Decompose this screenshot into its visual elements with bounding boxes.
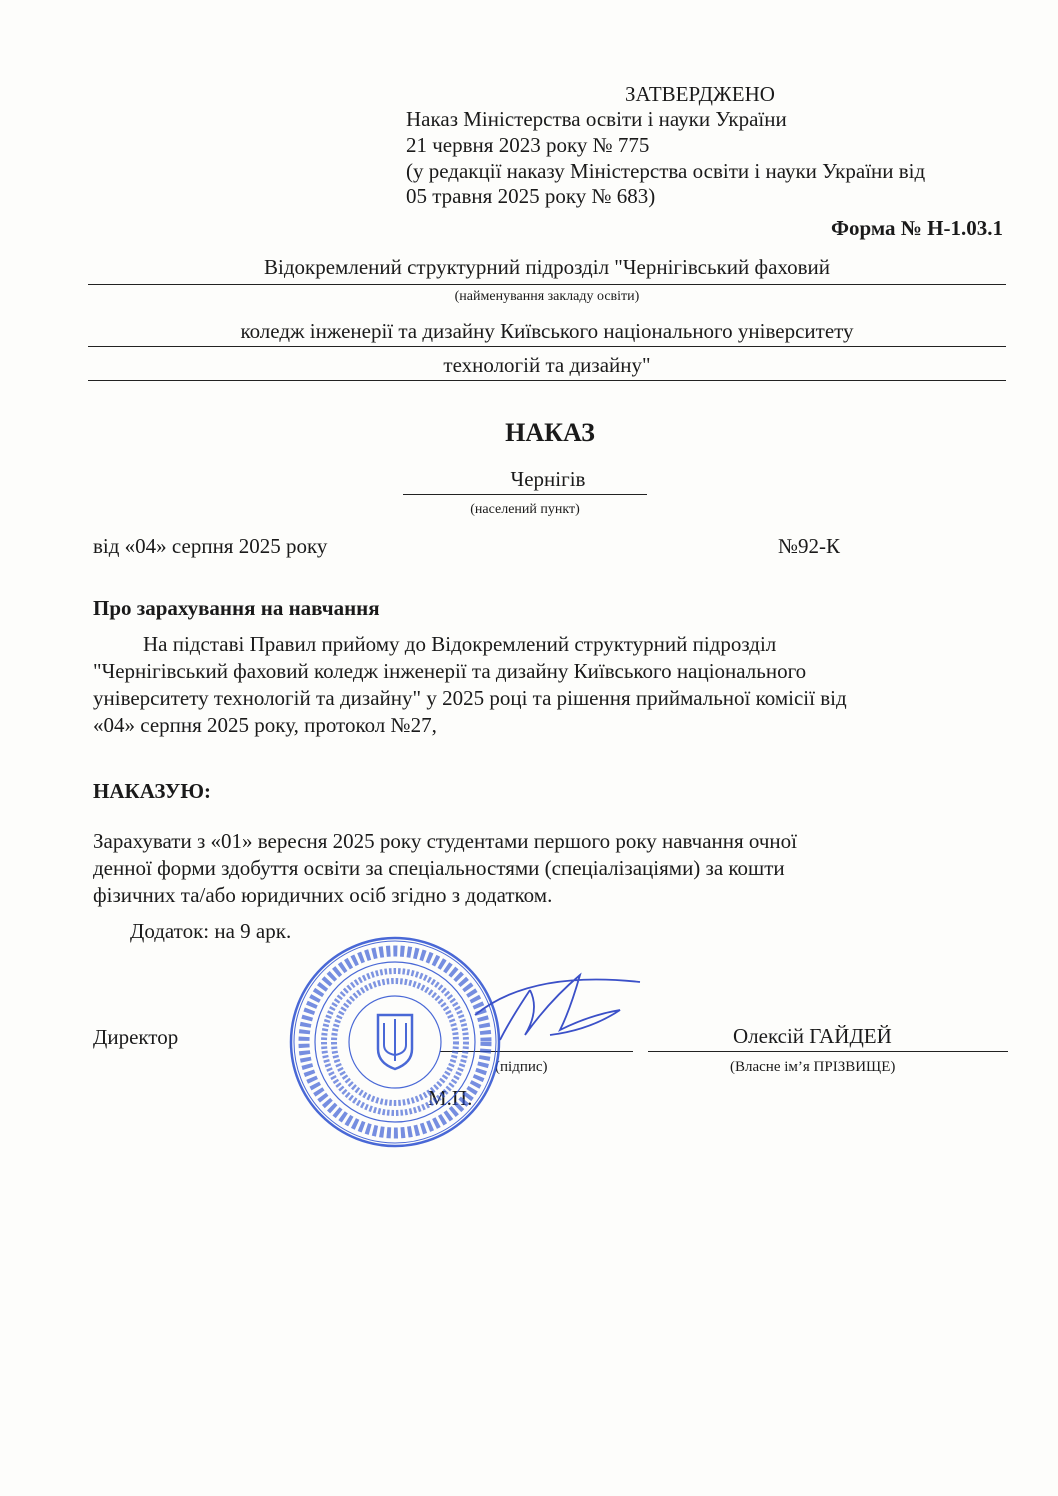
institution-line-3: технологій та дизайну" (443, 353, 651, 377)
underline (88, 346, 1006, 347)
institution-caption: (найменування закладу освіти) (454, 289, 640, 304)
attachment: Додаток: на 9 арк. (130, 919, 292, 943)
approval-line: 21 червня 2023 року № 775 (406, 133, 650, 157)
handwritten-signature (470, 960, 650, 1050)
signature-caption: (підпис) (495, 1059, 548, 1075)
name-caption: (Власне ім’я ПРІЗВИЩЕ) (730, 1059, 896, 1075)
institution-line-2: коледж інженерії та дизайну Київського національного університету (240, 319, 854, 343)
signer-position: Директор (93, 1025, 179, 1049)
preamble-line: «04» серпня 2025 року, протокол №27, (93, 713, 437, 737)
signer-name: Олексій ГАЙДЕЙ (733, 1024, 892, 1048)
institution-line-1: Відокремлений структурний підрозділ "Чернігівський фаховий (264, 255, 830, 279)
subject: Про зарахування на навчання (93, 596, 380, 620)
approval-title: ЗАТВЕРДЖЕНО (625, 82, 775, 106)
approval-line: (у редакції наказу Міністерства освіти і науки України від (406, 159, 926, 183)
order-word: НАКАЗУЮ: (93, 779, 211, 803)
form-number: Форма № Н-1.03.1 (831, 216, 1003, 240)
preamble-line: "Чернігівський фаховий коледж інженерії та дизайну Київського національного (93, 659, 807, 683)
doc-title: НАКАЗ (505, 418, 595, 447)
underline (88, 284, 1006, 285)
name-line (648, 1051, 1008, 1052)
order-line: фізичних та/або юридичних осіб згідно з додатком. (93, 883, 553, 907)
place-caption: (населений пункт) (470, 502, 580, 517)
preamble-line: На підставі Правил прийому до Відокремлений структурний підрозділ (143, 632, 777, 656)
preamble-line: університету технологій та дизайну" у 2025 році та рішення приймальної комісії від (93, 686, 847, 710)
order-line: денної форми здобуття освіти за спеціальностями (спеціалізаціями) за кошти (93, 856, 785, 880)
approval-line: 05 травня 2025 року № 683) (406, 184, 656, 208)
order-number: №92-К (778, 534, 841, 558)
place: Чернігів (510, 467, 586, 491)
seal-place: М.П. (428, 1086, 473, 1110)
underline (403, 494, 647, 495)
underline (88, 380, 1006, 381)
order-date: від «04» серпня 2025 року (93, 534, 328, 558)
approval-line: Наказ Міністерства освіти і науки України (406, 107, 787, 131)
order-line: Зарахувати з «01» вересня 2025 року студентами першого року навчання очної (93, 829, 798, 853)
